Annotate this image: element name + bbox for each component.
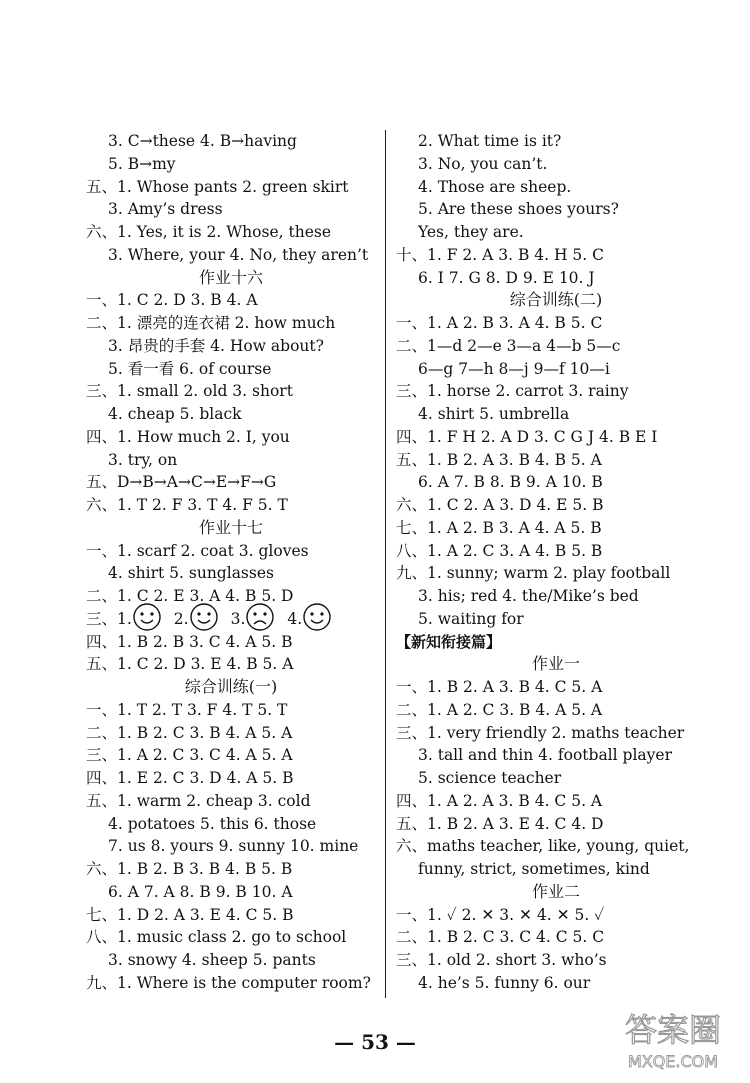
answer-line: 四、1. B 2. B 3. C 4. A 5. B: [86, 632, 293, 651]
column-divider: [385, 130, 386, 998]
answer-line: 5. 看一看 6. of course: [108, 359, 272, 378]
answer-line: 6. A 7. B 8. B 9. A 10. B: [418, 473, 603, 492]
answer-line: 一、1. ✓ 2. ✕ 3. ✕ 4. ✕ 5. ✓: [396, 905, 605, 924]
answer-line: 四、1. How much 2. I, you: [86, 427, 290, 446]
answer-line: 3. Amy’s dress: [108, 200, 223, 219]
answer-line: 三、1. A 2. C 3. C 4. A 5. A: [86, 746, 293, 765]
answer-line: 三、1. very friendly 2. maths teacher: [396, 723, 685, 742]
answer-line: 六、1. B 2. B 3. B 4. B 5. B: [86, 860, 293, 878]
section-heading: 作业一: [531, 654, 580, 674]
answer-line: 五、1. C 2. D 3. E 4. B 5. A: [86, 655, 294, 674]
answer-line: 四、1. F H 2. A D 3. C G J 4. B E I: [396, 427, 658, 446]
answer-line: 3. Where, your 4. No, they aren’t: [108, 245, 369, 264]
answer-line: 二、1. A 2. C 3. B 4. A 5. A: [396, 700, 603, 719]
right-column: [396, 130, 716, 995]
item-label: 三、1.: [86, 609, 132, 628]
answer-line: 一、1. C 2. D 3. B 4. A: [86, 291, 258, 310]
answer-line: 5. Are these shoes yours?: [418, 200, 619, 219]
happy-face-icon: [132, 602, 162, 632]
answer-line: 三、1. horse 2. carrot 3. rainy: [396, 382, 629, 401]
answer-line: 4. shirt 5. sunglasses: [108, 564, 274, 583]
answer-line: 4. cheap 5. black: [108, 405, 242, 423]
answer-line: 6. I 7. G 8. D 9. E 10. J: [418, 268, 595, 287]
item-label: 2.: [173, 609, 189, 628]
answer-line: 3. try, on: [108, 450, 178, 469]
answer-line: 3. No, you can’t.: [418, 154, 548, 173]
answer-line: 九、1. Where is the computer room?: [86, 973, 371, 992]
answer-line: 7. us 8. yours 9. sunny 10. mine: [108, 837, 359, 856]
answer-line: 二、1. B 2. C 3. C 4. C 5. C: [396, 928, 605, 947]
answer-line: 2. What time is it?: [418, 132, 562, 150]
answer-line: 5. waiting for: [418, 609, 524, 628]
section-tag: 【新知衔接篇】: [396, 632, 502, 651]
answer-line: 3. his; red 4. the/Mike’s bed: [418, 587, 639, 605]
answer-line: 4. potatoes 5. this 6. those: [108, 814, 317, 833]
answer-line: 二、1—d 2—e 3—a 4—b 5—c: [396, 336, 621, 355]
answer-line: 5. B→my: [108, 154, 176, 173]
answer-line: 六、1. T 2. F 3. T 4. F 5. T: [86, 496, 288, 514]
answer-line: 二、1. C 2. E 3. A 4. B 5. D: [86, 587, 294, 605]
answer-line: 六、1. Yes, it is 2. Whose, these: [86, 223, 331, 241]
answer-line: 4. shirt 5. umbrella: [418, 405, 570, 423]
answer-line: 七、1. A 2. B 3. A 4. A 5. B: [396, 518, 602, 537]
answer-line: 九、1. sunny; warm 2. play football: [396, 564, 671, 583]
page-number: — 53 —: [334, 1030, 416, 1054]
item-label: 3.: [230, 609, 246, 628]
watermark-url: MXQE.COM: [627, 1052, 719, 1071]
answer-line: 4. Those are sheep.: [418, 177, 572, 196]
happy-face-icon: [302, 602, 332, 632]
watermark-text: 答案圈: [624, 1011, 722, 1049]
left-column: [86, 130, 376, 995]
section-heading: 综合训练(一): [184, 677, 278, 696]
item-label: 4.: [287, 609, 303, 628]
answer-line: 五、D→B→A→C→E→F→G: [86, 473, 277, 492]
answer-line: 一、1. A 2. B 3. A 4. B 5. C: [396, 314, 603, 332]
answer-line: 3. 昂贵的手套 4. How about?: [108, 336, 324, 355]
section-heading: 作业十六: [198, 267, 263, 287]
answer-line: 四、1. A 2. A 3. B 4. C 5. A: [396, 791, 603, 810]
section-heading: 综合训练(二): [509, 290, 603, 310]
watermark-logo: [604, 1005, 742, 1075]
answer-line: 4. he’s 5. funny 6. our: [418, 973, 591, 992]
answer-line: 六、1. C 2. A 3. D 4. E 5. B: [396, 496, 604, 514]
answer-line: 五、1. Whose pants 2. green skirt: [86, 177, 349, 196]
answer-line: 八、1. A 2. C 3. A 4. B 5. B: [396, 541, 603, 560]
answer-line: 八、1. music class 2. go to school: [86, 928, 347, 947]
answer-line: 七、1. D 2. A 3. E 4. C 5. B: [86, 905, 294, 924]
answer-line: 四、1. E 2. C 3. D 4. A 5. B: [86, 769, 294, 787]
answer-line: 五、1. B 2. A 3. B 4. B 5. A: [396, 450, 602, 469]
answer-line: 六、maths teacher, like, young, quiet,: [396, 837, 690, 856]
answer-line: 二、1. 漂亮的连衣裙 2. how much: [86, 314, 336, 332]
answer-line: 3. snowy 4. sheep 5. pants: [108, 951, 316, 969]
answer-line: 五、1. warm 2. cheap 3. cold: [86, 791, 311, 810]
answer-line: 5. science teacher: [418, 769, 562, 787]
answer-line: 一、1. B 2. A 3. B 4. C 5. A: [396, 678, 603, 696]
answer-line: 三、1. old 2. short 3. who’s: [396, 951, 607, 969]
answer-line: 3. tall and thin 4. football player: [418, 746, 672, 765]
answer-line: [86, 608, 376, 631]
section-heading: 作业十七: [198, 517, 263, 537]
answer-line: 6. A 7. A 8. B 9. B 10. A: [108, 882, 293, 901]
answer-line: Yes, they are.: [418, 223, 524, 241]
answer-line: 十、1. F 2. A 3. B 4. H 5. C: [396, 245, 605, 264]
answer-line: 五、1. B 2. A 3. E 4. C 4. D: [396, 814, 604, 833]
answer-line: 三、1. small 2. old 3. short: [86, 382, 293, 401]
answer-line: 6—g 7—h 8—j 9—f 10—i: [418, 359, 610, 378]
answer-line: 二、1. B 2. C 3. B 4. A 5. A: [86, 723, 293, 742]
answer-line: funny, strict, sometimes, kind: [418, 860, 650, 878]
section-heading: 作业二: [531, 881, 580, 901]
answer-line: 3. C→these 4. B→having: [108, 132, 297, 150]
sad-face-icon: [245, 602, 275, 632]
happy-face-icon: [189, 602, 219, 632]
answer-line: 一、1. T 2. T 3. F 4. T 5. T: [86, 700, 288, 719]
answer-line: 一、1. scarf 2. coat 3. gloves: [86, 541, 309, 560]
